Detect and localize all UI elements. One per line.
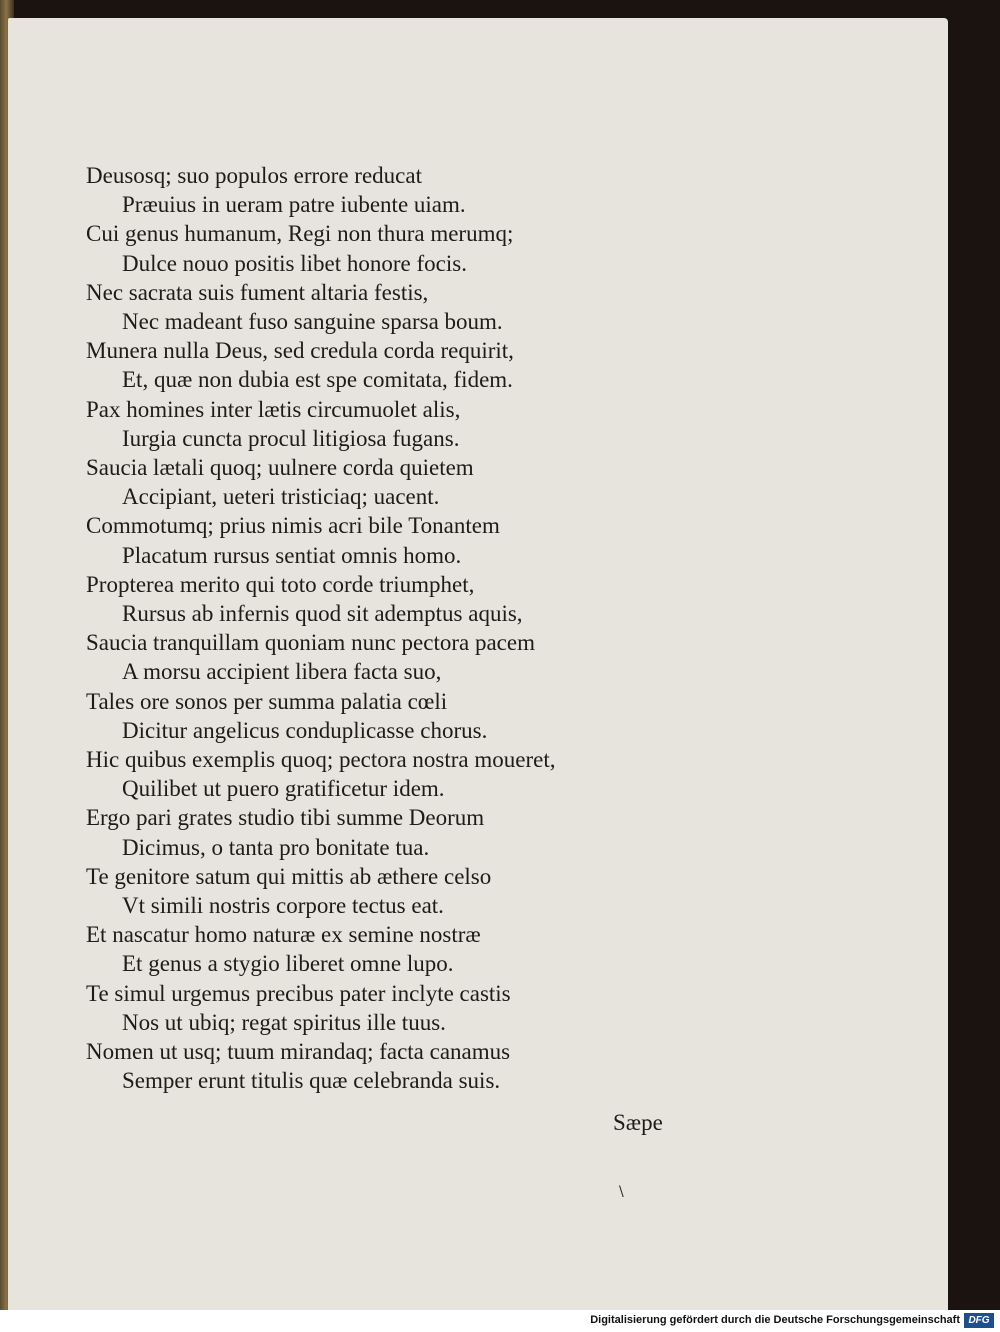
- poem-line: Semper erunt titulis quæ celebranda suis.: [122, 1068, 501, 1094]
- poem-line: Nomen ut usq; tuum mirandaq; facta canamus: [86, 1039, 511, 1064]
- poem-line: Dicimus, o tanta pro bonitate tua.: [122, 834, 430, 860]
- poem-line: Ergo pari grates studio tibi summe Deorum: [86, 805, 485, 831]
- poem-line: Te simul urgemus precibus pater inclyte castis: [86, 980, 511, 1006]
- poem-line: Cui genus humanum, Regi non thura merumq;: [86, 221, 514, 247]
- poem-line: Iurgia cuncta procul litigiosa fugans.: [122, 425, 460, 451]
- poem-line: Nec sacrata suis fument altaria festis,: [86, 279, 429, 305]
- footer-credit: Digitalisierung gefördert durch die Deutsche Forschungsgemeinschaft: [590, 1314, 960, 1326]
- poem-line: Saucia lætali quoq; uulnere corda quietem: [86, 455, 474, 480]
- poem-line: Præuius in ueram patre iubente uiam.: [122, 192, 466, 218]
- poem-line: Nec madeant fuso sanguine sparsa boum.: [122, 309, 503, 334]
- poem-line: Et, quæ non dubia est spe comitata, fidem.: [122, 367, 513, 393]
- poem-line: Accipiant, ueteri tristiciaq; uacent.: [122, 484, 440, 510]
- poem-line: Deusosq; suo populos errore reducat: [86, 163, 422, 188]
- dfg-logo: DFG: [964, 1313, 994, 1328]
- poem-line: Dicitur angelicus conduplicasse chorus.: [122, 717, 488, 743]
- poem-line: Commotumq; prius nimis acri bile Tonantem: [86, 513, 500, 539]
- catchword: Sæpe: [613, 1110, 663, 1135]
- poem-line: Munera nulla Deus, sed credula corda requirit,: [86, 338, 514, 364]
- poem-line: Pax homines inter lætis circumuolet alis,: [86, 396, 461, 422]
- poem-line: Placatum rursus sentiat omnis homo.: [122, 542, 462, 568]
- stray-mark: \: [619, 1184, 624, 1200]
- poem-line: Te genitore satum qui mittis ab æthere celso: [86, 863, 492, 889]
- poem-line: Et nascatur homo naturæ ex semine nostræ: [86, 922, 481, 948]
- poem-line: Propterea merito qui toto corde triumphet,: [86, 571, 475, 597]
- poem-line: Nos ut ubiq; regat spiritus ille tuus.: [122, 1009, 446, 1035]
- poem-line: Tales ore sonos per summa palatia cœli: [86, 688, 448, 714]
- poem-line: Et genus a stygio liberet omne lupo.: [122, 951, 454, 977]
- poem-line: Vt simili nostris corpore tectus eat.: [122, 893, 444, 918]
- poem-line: Dulce nouo positis libet honore focis.: [122, 250, 467, 276]
- poem-line: Rursus ab infernis quod sit ademptus aquis,: [122, 601, 523, 626]
- digitization-footer: [0, 1310, 1000, 1332]
- poem-line: A morsu accipient libera facta suo,: [122, 659, 442, 685]
- poem-line: Quilibet ut puero gratificetur idem.: [122, 776, 445, 802]
- poem-line: Hic quibus exemplis quoq; pectora nostra moueret,: [86, 747, 556, 772]
- book-page: [8, 18, 948, 1310]
- poem-line: Saucia tranquillam quoniam nunc pectora pacem: [86, 630, 535, 656]
